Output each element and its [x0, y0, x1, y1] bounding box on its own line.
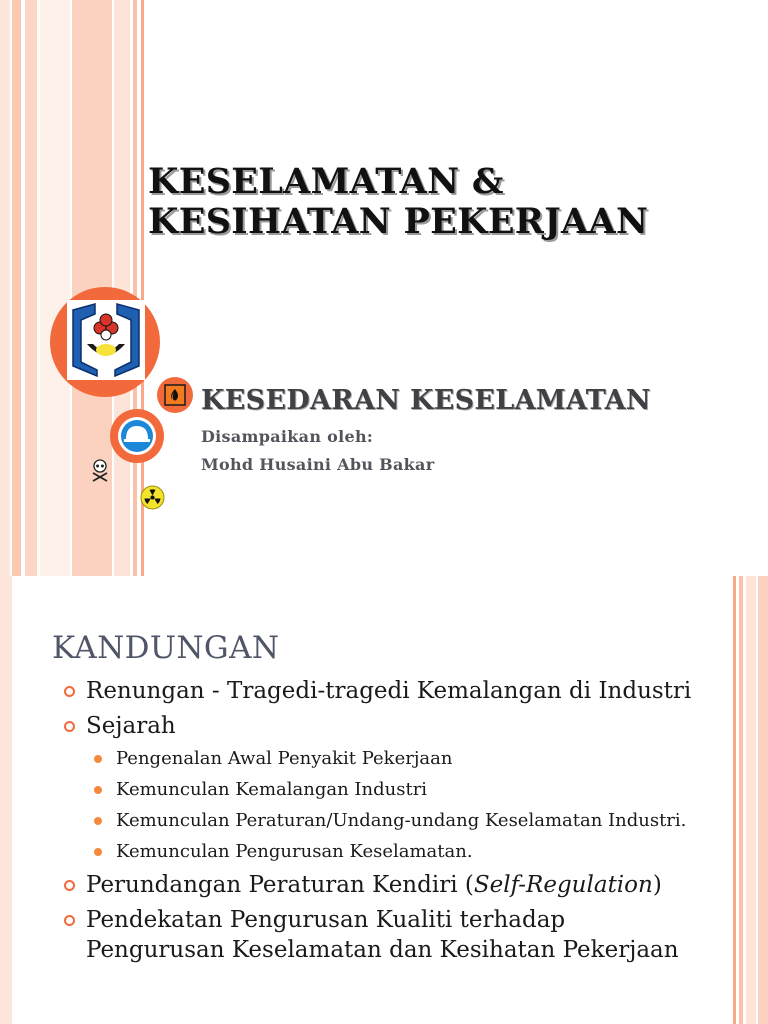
- presenter-name: Mohd Husaini Abu Bakar: [201, 455, 435, 474]
- list-item: Pendekatan Pengurusan Kualiti terhadap Pengurusan Keselamatan dan Kesihatan Pekerjaan: [64, 905, 724, 965]
- safety-helmet-icon: [110, 409, 164, 463]
- slide-subtitle: KESEDARAN KESELAMATAN: [201, 385, 651, 416]
- title-line-1: KESELAMATAN &: [148, 161, 504, 202]
- flammable-icon-circle: [157, 377, 193, 413]
- left-edge-stripe: [0, 576, 12, 1024]
- circle-bullet-icon: [64, 915, 75, 926]
- sub-list-item: Pengenalan Awal Penyakit Pekerjaan: [64, 746, 724, 772]
- dot-bullet-icon: [94, 786, 102, 794]
- helmet-icon-circle: [110, 409, 164, 463]
- dot-bullet-icon: [94, 755, 102, 763]
- circle-bullet-icon: [64, 880, 75, 891]
- list-item: Perundangan Peraturan Kendiri (Self-Regulation): [64, 870, 724, 900]
- list-item: Renungan - Tragedi-tragedi Kemalangan di Industri: [64, 676, 724, 706]
- decorative-stripes-right: [733, 576, 768, 1024]
- skull-crossbones-icon: [90, 458, 110, 484]
- list-item: Sejarah: [64, 711, 724, 741]
- flammable-icon: [157, 377, 193, 413]
- organization-logo: [67, 300, 145, 380]
- contents-slide: [0, 576, 768, 1024]
- title-line-2: KESIHATAN PEKERJAAN: [148, 201, 649, 242]
- sub-list-item: Kemunculan Pengurusan Keselamatan.: [64, 839, 724, 865]
- circle-bullet-icon: [64, 721, 75, 732]
- circle-bullet-icon: [64, 686, 75, 697]
- decorative-stripes: [0, 0, 146, 576]
- slide-title: [148, 162, 748, 242]
- dot-bullet-icon: [94, 817, 102, 825]
- contents-heading: KANDUNGAN: [52, 630, 280, 666]
- dot-bullet-icon: [94, 848, 102, 856]
- radiation-icon: [140, 485, 165, 510]
- contents-list: [64, 676, 724, 970]
- logo-circle: [50, 287, 160, 397]
- sub-list-item: Kemunculan Kemalangan Industri: [64, 777, 724, 803]
- sub-list-item: Kemunculan Peraturan/Undang-undang Keselamatan Industri.: [64, 808, 724, 834]
- presented-by-label: Disampaikan oleh:: [201, 427, 374, 446]
